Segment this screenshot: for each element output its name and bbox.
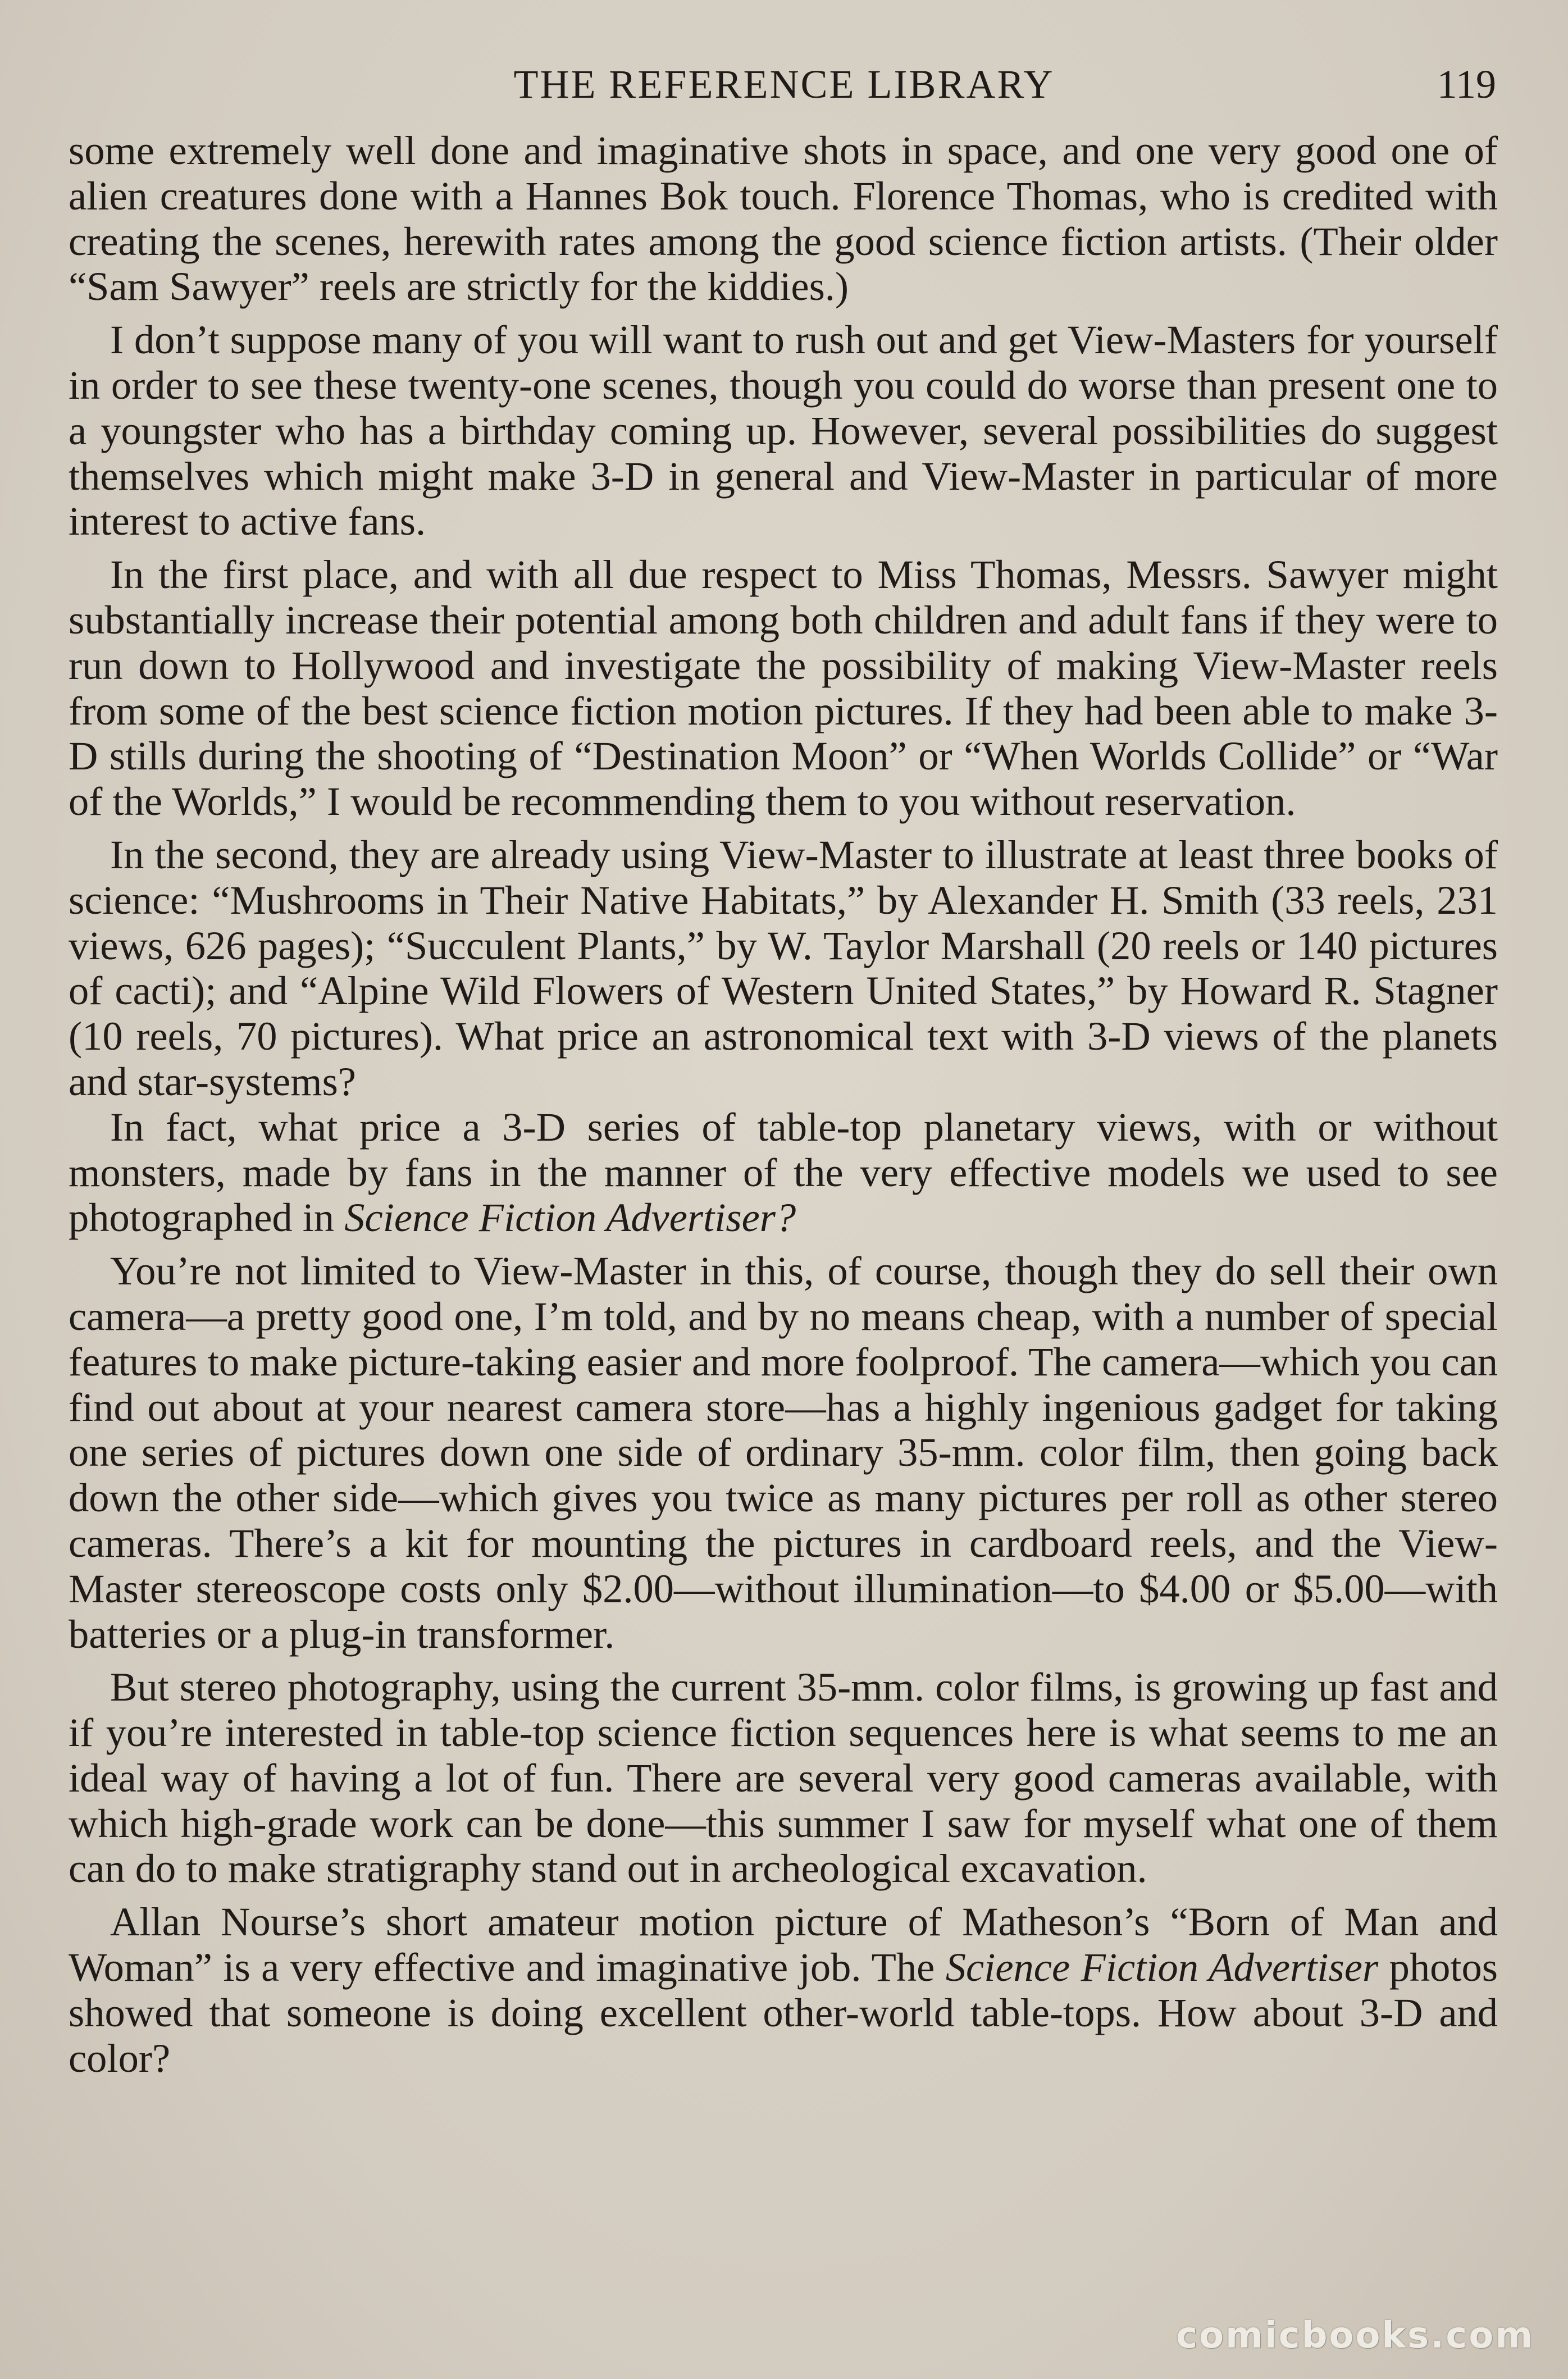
paragraph-5 [69, 1105, 1498, 1241]
paragraph-4: In the second, they are already using View-Master to illustrate at least three books of science: “Mushrooms in Their Native Habitats,” by Alexander H. Smith (33 reels, 231 views, 626 pages); “Succulent Plants,” by W. Taylor Marshall (20 reels or 140 pictures of cacti); and “Alpine Wild Flowers of Western United States,” by Howard R. Stagner (10 reels, 70 pictures). What price an astronomical text with 3-D views of the planets and star-systems? [69, 831, 1498, 1104]
article-body [69, 128, 1498, 2089]
paragraph-8 [69, 1899, 1498, 2081]
watermark: comicbooks.com [1176, 2315, 1534, 2357]
magazine-title-italic: Science Fiction Advertiser? [344, 1195, 796, 1241]
magazine-title-italic-2: Science Fiction Advertiser [945, 1944, 1379, 1990]
paragraph-8-text-b: photos showed that someone is doing excellent other-world table-tops. How about 3-D and color? [69, 1944, 1498, 2081]
running-header [0, 59, 1568, 110]
paragraph-2: I don’t suppose many of you will want to rush out and get View-Masters for yourself in order to see these twenty-one scenes, though you could do worse than present one to a youngster who has a birthday coming up. However, several possibilities do suggest themselves which might make 3-D in general and View-Master in particular of more interest to active fans. [69, 317, 1498, 544]
paragraph-6: You’re not limited to View-Master in this, of course, though they do sell their own camera—a pretty good one, I’m told, and by no means cheap, with a number of special features to make picture-taking easier and more foolproof. The camera—which you can find out about at your nearest camera store—has a highly ingenious gadget for taking one series of pictures down one side of ordinary 35-mm. color film, then going back down the other side—which gives you twice as many pictures per roll as other stereo cameras. There’s a kit for mounting the pictures in cardboard reels, and the View-Master stereoscope costs only $2.00—without illumination—to $4.00 or $5.00—with batteries or a plug-in transformer. [69, 1248, 1498, 1657]
paragraph-3: In the first place, and with all due respect to Miss Thomas, Messrs. Sawyer might substantially increase their potential among both children and adult fans if they were to run down to Hollywood and investigate the possibility of making View-Master reels from some of the best science fiction motion pictures. If they had been able to make 3-D stills during the shooting of “Destination Moon” or “When Worlds Collide” or “War of the Worlds,” I would be recommending them to you without reservation. [69, 552, 1498, 824]
paragraph-5-text: In fact, what price a 3-D series of table-top planetary views, with or without monsters, made by fans in the manner of the very effective models we used to see photographed in [69, 1104, 1498, 1241]
paragraph-7: But stereo photography, using the current 35-mm. color films, is growing up fast and if you’re interested in table-top science fiction sequences here is what seems to me an ideal way of having a lot of fun. There are several very good cameras available, with which high-grade work can be done—this summer I saw for myself what one of them can do to make stratigraphy stand out in archeological excavation. [69, 1664, 1498, 1892]
page-number: 119 [1437, 62, 1496, 107]
running-title: THE REFERENCE LIBRARY [513, 62, 1055, 107]
paragraph-8-text-a: Allan Nourse’s short amateur motion picture of Matheson’s “Born of Man and Woman” is a very effective and imaginative job. The [69, 1899, 1498, 1990]
paragraph-1: some extremely well done and imaginative shots in space, and one very good one of alien creatures done with a Hannes Bok touch. Florence Thomas, who is credited with creating the scenes, herewith rates among the good science fiction artists. (Their older “Sam Sawyer” reels are strictly for the kiddies.) [69, 127, 1498, 309]
